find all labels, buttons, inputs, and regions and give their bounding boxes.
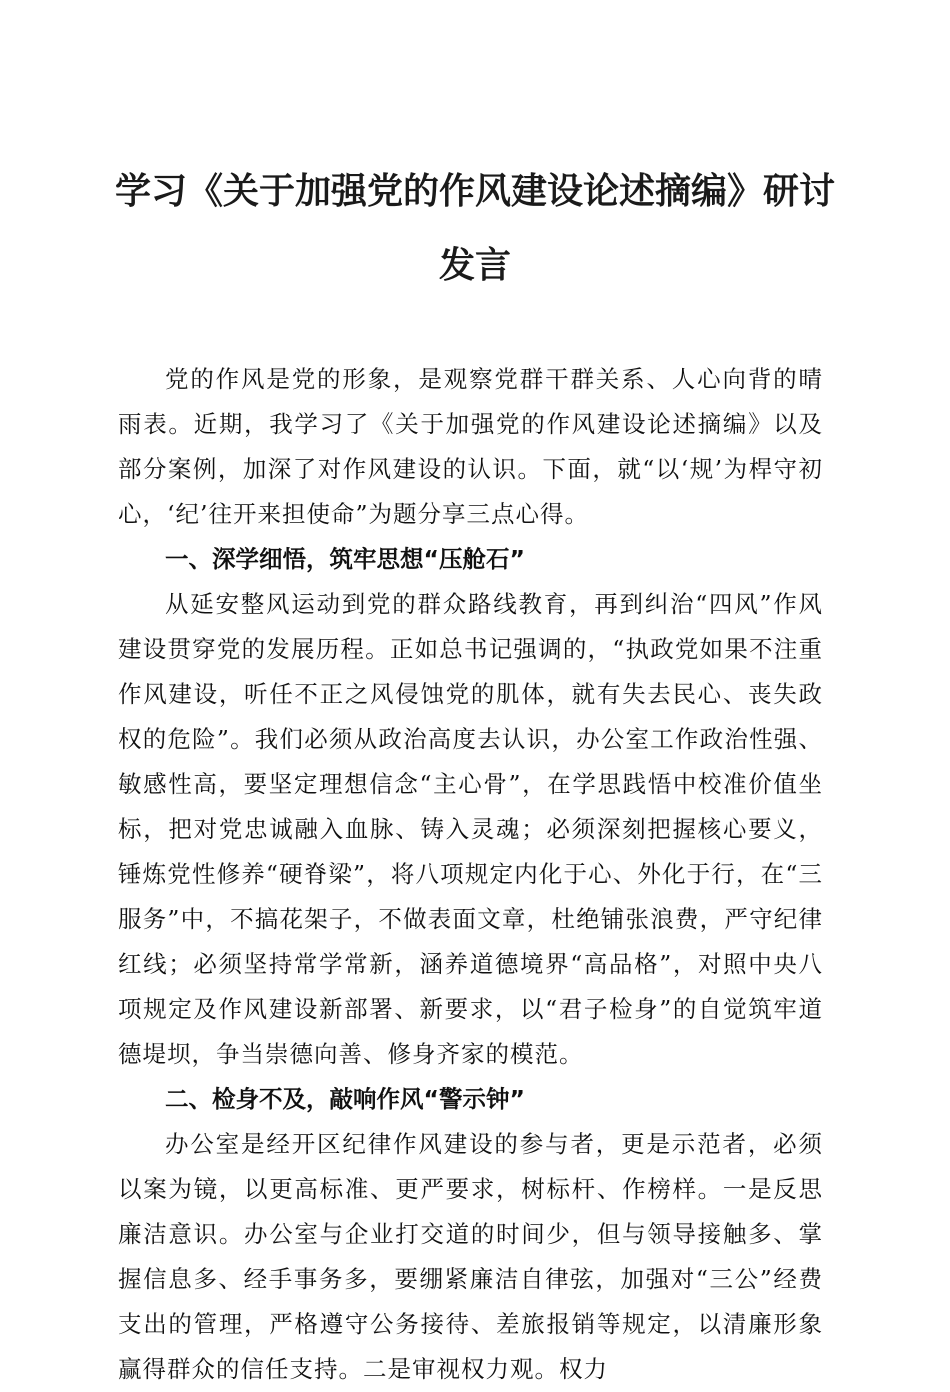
section2-heading: 二、检身不及，敲响作风“警示钟” [165,1085,525,1113]
document-title-line1: 学习《关于加强党的作风建设论述摘编》研讨 [114,170,835,212]
document-title-line2: 发言 [438,244,511,286]
intro-paragraph: 党的作风是党的形象，是观察党群干群关系、人心向背的晴雨表。近期，我学习了《关于加强党的作风建设论述摘编》以及部分案例，加深了对作风建设的认识。下面，就“以‘规’为桿守初心，‘纪’往开来担使命”为题分享三点心得。 [118,365,823,528]
section1-paragraph: 从延安整风运动到党的群众路线教育，再到纠治“四风”作风建设贯穿党的发展历程。正如总书记强调的，“执政党如果不注重作风建设，听任不正之风侵蚀党的肌体，就有失去民心、丧失政权的危险”。我们必须从政治高度去认识，办公室工作政治性强、敏感性高，要坚定理想信念“主心骨”，在学思践悟中校准价值坐标，把对党忠诚融入血脉、铸入灵魂；必须深刻把握核心要义，锤炼党性修养“硬脊梁”，将八项规定内化于心、外化于行，在“三服务”中，不搞花架子，不做表面文章，杜绝铺张浪费，严守纪律红线；必须坚持常学常新，涵养道德境界“高品格”，对照中央八项规定及作风建设新部署、新要求，以“君子检身”的自觉筑牢道德堤坝，争当崇德向善、修身齐家的模范。 [118,590,823,1068]
document-body [118,357,823,1392]
section2-paragraph: 办公室是经开区纪律作风建设的参与者，更是示范者，必须以案为镜，以更高标准、更严要求，树标杆、作榜样。一是反思廉洁意识。办公室与企业打交道的时间少，但与领导接触多、掌握信息多、经手事务多，要绷紧廉洁自律弦，加强对“三公”经费支出的管理，严格遵守公务接待、差旅报销等规定，以清廉形象赢得群众的信任支持。二是审视权力观。权力 [118,1130,823,1383]
section1-heading: 一、深学细悟，筑牢思想“压舱石” [165,545,525,573]
